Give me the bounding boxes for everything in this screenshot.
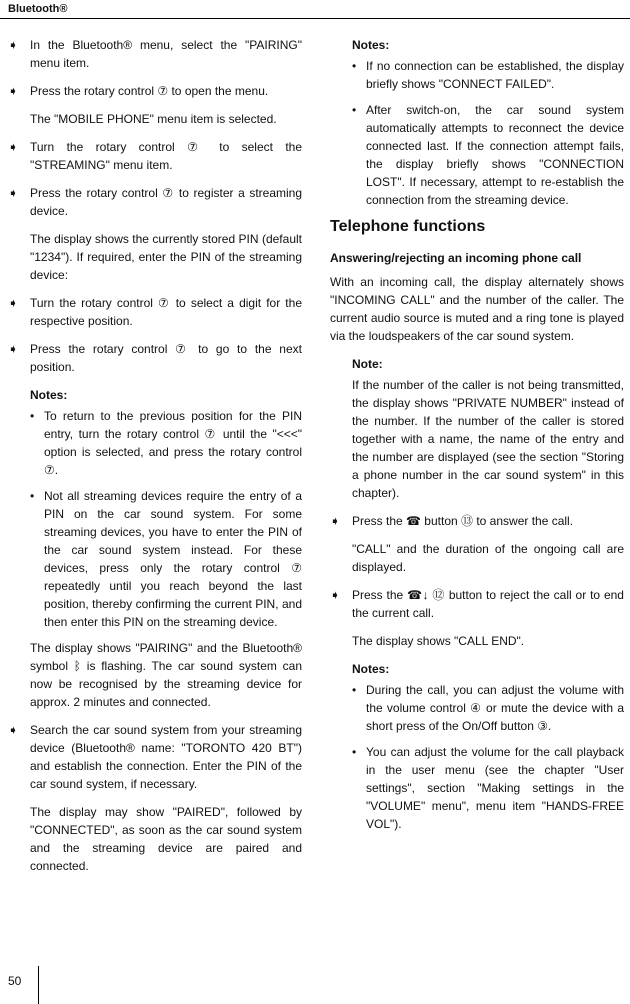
instruction-text: Press the rotary control ⑦ to register a streaming device.	[30, 186, 302, 218]
left-column	[8, 36, 302, 885]
note-item	[352, 101, 624, 209]
instruction-text: In the Bluetooth® menu, select the "PAIRING" menu item.	[30, 38, 302, 70]
arrow-bullet-icon: ➧	[8, 186, 19, 200]
notes-label: Notes:	[352, 662, 390, 676]
note-item	[352, 57, 624, 93]
note-item	[352, 681, 624, 735]
instruction-item	[330, 586, 624, 622]
note-item	[352, 743, 624, 833]
note-bullet-icon: •	[30, 409, 35, 423]
instruction-text: Press the rotary control ⑦ to open the menu.	[30, 84, 269, 98]
note-text: Not all streaming devices require the entry of a PIN on the car sound system. For some streaming devices, you have to enter the PIN of the car sound system instead. For these devices, press only the rotary control ⑦ repeatedly until you reach beyond the last position, thereby confirming the current PIN, and then enter this PIN on the streaming device.	[44, 489, 302, 629]
notes-label: Notes:	[352, 38, 390, 52]
page-content	[8, 36, 624, 885]
body-paragraph: The display shows "PAIRING" and the Bluetooth® symbol ᛒ is flashing. The car sound system can now be recognised by the streaming device for approx. 2 minutes and connected.	[30, 641, 302, 709]
section-heading: Telephone functions	[330, 218, 486, 235]
note-text: You can adjust the volume for the call playback in the user menu (see the chapter "User settings", section "Making settings in the "VOLUME" menu", menu item "HANDS-FREE VOL").	[366, 745, 624, 831]
notes-label: Notes:	[30, 388, 68, 402]
note-text: If no connection can be established, the display briefly shows "CONNECT FAILED".	[366, 59, 624, 91]
instruction-item	[8, 294, 302, 330]
note-item	[30, 487, 302, 631]
body-paragraph: "CALL" and the duration of the ongoing call are displayed.	[352, 542, 624, 574]
instruction-text: Press the ☎ button ⑬ to answer the call.	[352, 514, 574, 528]
body-paragraph: With an incoming call, the display alternately shows "INCOMING CALL" and the number of the caller. The current audio source is muted and a ring tone is played via the loudspeakers of the car sound system.	[330, 275, 624, 343]
instruction-item	[8, 340, 302, 376]
instruction-item	[8, 82, 302, 100]
body-paragraph: The "MOBILE PHONE" menu item is selected.	[30, 112, 277, 126]
instruction-text: Turn the rotary control ⑦ to select a digit for the respective position.	[30, 296, 302, 328]
note-bullet-icon: •	[352, 103, 357, 117]
page-header-title: Bluetooth®	[8, 3, 68, 15]
note-bullet-icon: •	[352, 745, 357, 759]
body-paragraph: The display shows the currently stored PIN (default "1234"). If required, enter the PIN of the streaming device:	[30, 232, 302, 282]
note-bullet-icon: •	[352, 59, 357, 73]
body-paragraph: The display may show "PAIRED", followed by "CONNECTED", as soon as the car sound system and the streaming device are paired and connected.	[30, 805, 302, 873]
note-text: During the call, you can adjust the volume with the volume control ④ or mute the device with a short press of the On/Off button ③.	[366, 683, 624, 733]
page-number: 50	[8, 974, 22, 988]
subsection-heading: Answering/rejecting an incoming phone call	[330, 251, 582, 265]
header-rule	[0, 18, 630, 19]
instruction-item	[8, 36, 302, 72]
note-bullet-icon: •	[352, 683, 357, 697]
arrow-bullet-icon: ➧	[8, 342, 19, 356]
note-text: To return to the previous position for the PIN entry, turn the rotary control ⑦ until the "<<<" option is selected, and press the rotary control ⑦.	[44, 409, 302, 477]
footer-rule	[38, 966, 39, 1004]
arrow-bullet-icon: ➧	[8, 723, 19, 737]
arrow-bullet-icon: ➧	[330, 588, 341, 602]
body-paragraph: If the number of the caller is not being transmitted, the display shows "PRIVATE NUMBER" instead of the number. If the number of the caller is stored together with a name, the name of the entry and the number are displayed (see the section "Storing a phone number in the car sound system" in this chapter).	[352, 378, 624, 500]
instruction-item	[8, 138, 302, 174]
instruction-text: Press the ☎↓ ⑫ button to reject the call or to end the current call.	[352, 588, 624, 620]
arrow-bullet-icon: ➧	[8, 296, 19, 310]
arrow-bullet-icon: ➧	[8, 84, 19, 98]
instruction-text: Search the car sound system from your streaming device (Bluetooth® name: "TORONTO 420 BT") and establish the connection. Enter the PIN of the car sound system, if necessary.	[30, 723, 302, 791]
instruction-item	[8, 184, 302, 220]
note-label: Note:	[352, 357, 383, 371]
arrow-bullet-icon: ➧	[8, 38, 19, 52]
note-item	[30, 407, 302, 479]
right-column	[330, 36, 624, 885]
note-text: After switch-on, the car sound system automatically attempts to reconnect the device connected last. If the connection attempt fails, the display briefly shows "CONNECTION LOST". If necessary, attempt to re-establish the connection from the streaming device.	[366, 103, 624, 207]
instruction-text: Press the rotary control ⑦ to go to the next position.	[30, 342, 302, 374]
note-bullet-icon: •	[30, 489, 35, 503]
body-paragraph: The display shows "CALL END".	[352, 634, 525, 648]
instruction-item	[330, 512, 624, 530]
instruction-text: Turn the rotary control ⑦ to select the "STREAMING" menu item.	[30, 140, 302, 172]
arrow-bullet-icon: ➧	[330, 514, 341, 528]
instruction-item	[8, 721, 302, 793]
arrow-bullet-icon: ➧	[8, 140, 19, 154]
